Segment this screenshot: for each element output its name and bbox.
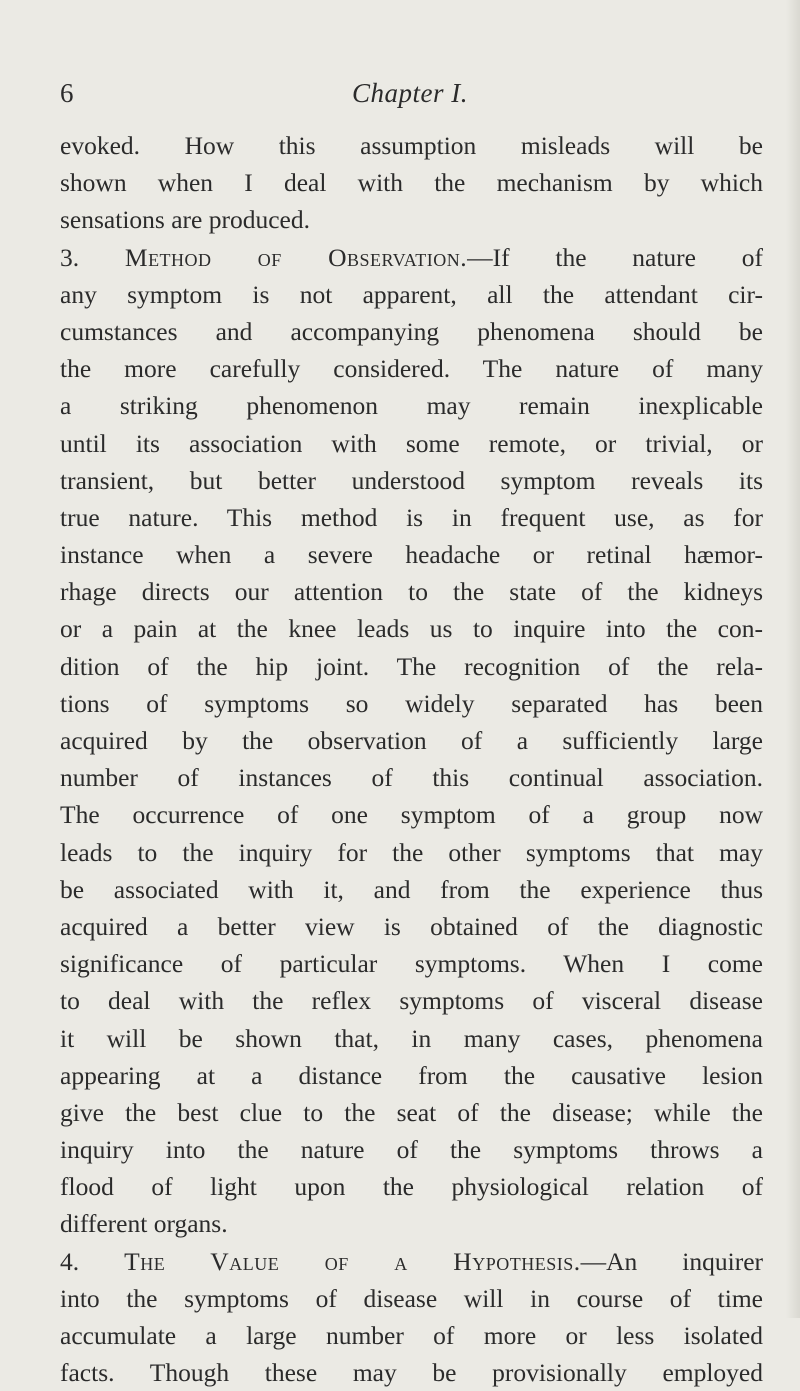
text-line: [60, 610, 763, 647]
page-edge-shadow: [786, 0, 800, 1318]
line-text: leads to the inquiry for the other symptoms that may: [60, 837, 763, 867]
page-number: 6: [60, 78, 74, 108]
line-text: it will be shown that, in many cases, phenomena: [60, 1023, 763, 1053]
line-text: different organs.: [60, 1209, 228, 1239]
line-text: flood of light upon the physiological relation of: [60, 1172, 763, 1202]
text-line: [60, 648, 763, 685]
line-text: any symptom is not apparent, all the attendant cir-: [60, 279, 763, 309]
line-text: facts. Though these may be provisionally employed: [60, 1358, 763, 1388]
line-text: tions of symptoms so widely separated has been: [60, 688, 763, 718]
line-text: accumulate a large number of more or less isolated: [60, 1321, 763, 1350]
text-line: [60, 759, 763, 796]
line-text: sensations are produced.: [60, 205, 310, 235]
text-line: [60, 1057, 763, 1094]
section-number: 3.: [60, 242, 125, 272]
text-line: [60, 1317, 763, 1354]
line-text: rhage directs our attention to the state of the kidneys: [60, 577, 763, 607]
line-text: —If the nature of: [467, 242, 763, 272]
text-line: [60, 1168, 763, 1205]
line-text: cumstances and accompanying phenomena should be: [60, 316, 763, 346]
line-text: inquiry into the nature of the symptoms throws a: [60, 1135, 763, 1165]
text-line: [60, 425, 763, 462]
text-line: [60, 127, 763, 164]
text-line: [60, 462, 763, 499]
text-line: [60, 871, 763, 908]
text-line: [60, 982, 763, 1019]
line-text: a striking phenomenon may remain inexplicable: [60, 391, 763, 421]
line-text: evoked. How this assumption misleads will be: [60, 131, 763, 160]
line-text: dition of the hip joint. The recognition of the rela-: [60, 651, 763, 681]
text-line: [60, 573, 763, 610]
text-line: [60, 387, 763, 424]
running-head: [60, 78, 760, 114]
text-line: [60, 1205, 763, 1242]
body-text: [60, 127, 763, 1391]
line-text: acquired by the observation of a sufficiently large: [60, 726, 763, 755]
section-heading: Method of Observation.: [124, 242, 468, 272]
line-text: be associated with it, and from the experience thus: [60, 874, 763, 904]
line-text: appearing at a distance from the causative lesion: [60, 1060, 763, 1090]
text-line: [60, 276, 763, 313]
line-text: or a pain at the knee leads us to inquire into the con-: [60, 614, 763, 644]
line-text: acquired a better view is obtained of the diagnostic: [60, 911, 763, 941]
text-line: [60, 350, 763, 387]
text-line: [60, 239, 763, 276]
text-line: [60, 796, 763, 833]
text-line: [60, 499, 763, 536]
line-text: instance when a severe headache or retinal hæmor-: [60, 540, 763, 570]
line-text: until its association with some remote, or trivial, or: [60, 428, 763, 458]
line-text: the more carefully considered. The nature of many: [60, 354, 763, 384]
text-line: [60, 834, 763, 871]
line-text: to deal with the reflex symptoms of visceral disease: [60, 986, 763, 1016]
text-line: [60, 908, 763, 945]
text-line: [60, 722, 763, 759]
line-text: The occurrence of one symptom of a group now: [60, 800, 763, 830]
line-text: —An inquirer: [580, 1246, 764, 1276]
text-line: [60, 313, 763, 350]
line-text: true nature. This method is in frequent use, as for: [60, 502, 763, 532]
line-text: number of instances of this continual association.: [60, 763, 763, 793]
text-line: [60, 1020, 763, 1057]
text-line: [60, 164, 763, 201]
text-line: [60, 1094, 763, 1131]
text-line: [60, 1354, 763, 1391]
section-number: 4.: [60, 1246, 125, 1276]
line-text: transient, but better understood symptom reveals its: [60, 465, 763, 495]
text-line: [60, 536, 763, 573]
text-line: [60, 201, 763, 238]
text-line: [60, 1243, 763, 1280]
line-text: into the symptoms of disease will in course of time: [60, 1283, 763, 1313]
line-text: give the best clue to the seat of the disease; while the: [60, 1097, 763, 1127]
text-line: [60, 1280, 763, 1317]
text-line: [60, 1131, 763, 1168]
text-line: [60, 945, 763, 982]
line-text: significance of particular symptoms. When I come: [60, 949, 763, 979]
chapter-title: Chapter I.: [352, 78, 468, 108]
text-line: [60, 685, 763, 722]
section-heading: The Value of a Hypothesis.: [124, 1246, 581, 1276]
line-text: shown when I deal with the mechanism by which: [60, 168, 763, 198]
